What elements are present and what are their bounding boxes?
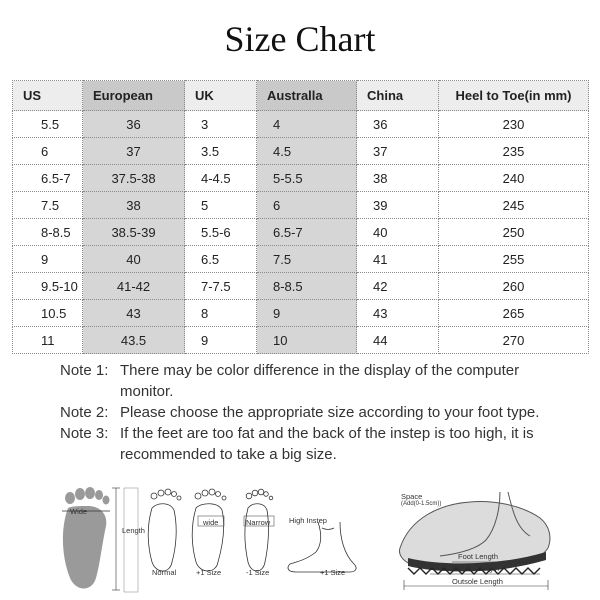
- cell-european: 43.5: [83, 327, 185, 354]
- table-row: [13, 246, 589, 273]
- notes: [60, 360, 580, 465]
- space-label: Space: [401, 492, 423, 501]
- cell-us: 10.5: [13, 300, 83, 327]
- cell-european: 36: [83, 111, 185, 138]
- insole-length-label: Insole Length: [454, 564, 500, 573]
- cell-european: 37.5-38: [83, 165, 185, 192]
- cell-us: 7.5: [13, 192, 83, 219]
- outsole-length-label: Outsole Length: [452, 577, 503, 586]
- cell-heel-to-toe: 235: [439, 138, 589, 165]
- cell-heel-to-toe: 265: [439, 300, 589, 327]
- foot-diagrams: [0, 478, 600, 600]
- cell-australia: 6: [257, 192, 357, 219]
- minus1-label: -1 Size: [246, 568, 270, 577]
- page-title: Size Chart: [224, 19, 376, 59]
- cell-european: 41-42: [83, 273, 185, 300]
- cell-uk: 5: [185, 192, 257, 219]
- cell-heel-to-toe: 260: [439, 273, 589, 300]
- cell-china: 36: [357, 111, 439, 138]
- cell-heel-to-toe: 240: [439, 165, 589, 192]
- col-header-heel-to-toe: Heel to Toe(in mm): [439, 81, 589, 111]
- cell-australia: 4: [257, 111, 357, 138]
- foot-length-label: Foot Length: [458, 552, 499, 561]
- foot-measurement-illustrations: [0, 478, 600, 600]
- table-row: [13, 165, 589, 192]
- cell-china: 42: [357, 273, 439, 300]
- cell-heel-to-toe: 245: [439, 192, 589, 219]
- high-instep-foot-icon: [288, 522, 356, 572]
- cell-uk: 5.5-6: [185, 219, 257, 246]
- cell-china: 40: [357, 219, 439, 246]
- cell-australia: 6.5-7: [257, 219, 357, 246]
- cell-european: 40: [83, 246, 185, 273]
- cell-european: 38.5-39: [83, 219, 185, 246]
- cell-european: 37: [83, 138, 185, 165]
- narrow-label: Narrow: [246, 518, 271, 527]
- table-row: [13, 300, 589, 327]
- col-header-us: US: [13, 81, 83, 111]
- cell-australia: 9: [257, 300, 357, 327]
- note-1: Note 1: There may be color difference in the display of the computer monitor.: [60, 362, 520, 400]
- cell-australia: 8-8.5: [257, 273, 357, 300]
- cell-us: 11: [13, 327, 83, 354]
- cell-australia: 10: [257, 327, 357, 354]
- cell-us: 9.5-10: [13, 273, 83, 300]
- cell-china: 41: [357, 246, 439, 273]
- size-table: [12, 80, 589, 354]
- wide2-label: wide: [203, 518, 219, 527]
- cell-us: 9: [13, 246, 83, 273]
- cell-uk: 7-7.5: [185, 273, 257, 300]
- wide-foot-icon: [192, 489, 226, 571]
- cell-china: 39: [357, 192, 439, 219]
- cell-australia: 7.5: [257, 246, 357, 273]
- note-2: Note 2: Please choose the appropriate size according to your foot type.: [60, 404, 540, 421]
- normal-foot-icon: [148, 489, 181, 571]
- cell-uk: 3.5: [185, 138, 257, 165]
- length-label: Length: [122, 526, 145, 535]
- cell-us: 6: [13, 138, 83, 165]
- col-header-china: China: [357, 81, 439, 111]
- cell-australia: 5-5.5: [257, 165, 357, 192]
- cell-china: 44: [357, 327, 439, 354]
- cell-china: 43: [357, 300, 439, 327]
- note-3: Note 3: If the feet are too fat and the back of the instep is too high, it is recommended to take a big size.: [60, 425, 534, 463]
- cell-european: 38: [83, 192, 185, 219]
- table-row: [13, 327, 589, 354]
- cell-heel-to-toe: 270: [439, 327, 589, 354]
- cell-uk: 6.5: [185, 246, 257, 273]
- table-header-row: [13, 81, 589, 111]
- table-row: [13, 138, 589, 165]
- col-header-australia: Australla: [257, 81, 357, 111]
- cell-heel-to-toe: 250: [439, 219, 589, 246]
- table-row: [13, 192, 589, 219]
- cell-us: 5.5: [13, 111, 83, 138]
- cell-uk: 9: [185, 327, 257, 354]
- cell-uk: 4-4.5: [185, 165, 257, 192]
- col-header-european: European: [83, 81, 185, 111]
- cell-china: 38: [357, 165, 439, 192]
- cell-european: 43: [83, 300, 185, 327]
- high-instep-label: High Instep: [289, 516, 327, 525]
- table-row: [13, 273, 589, 300]
- plus1-label: +1 Size: [196, 568, 222, 577]
- wide-label: Wide: [70, 507, 88, 516]
- normal-label: Normal: [152, 568, 177, 577]
- plus1b-label: +1 Size: [320, 568, 346, 577]
- space-sub-label: (Add(0-1.5cm)): [401, 501, 442, 507]
- table-row: [13, 111, 589, 138]
- cell-australia: 4.5: [257, 138, 357, 165]
- cell-uk: 8: [185, 300, 257, 327]
- col-header-uk: UK: [185, 81, 257, 111]
- cell-china: 37: [357, 138, 439, 165]
- cell-uk: 3: [185, 111, 257, 138]
- narrow-foot-icon: [244, 489, 274, 571]
- footprint-measure-icon: [62, 487, 138, 592]
- table-row: [13, 219, 589, 246]
- cell-us: 8-8.5: [13, 219, 83, 246]
- cell-heel-to-toe: 230: [439, 111, 589, 138]
- cell-us: 6.5-7: [13, 165, 83, 192]
- cell-heel-to-toe: 255: [439, 246, 589, 273]
